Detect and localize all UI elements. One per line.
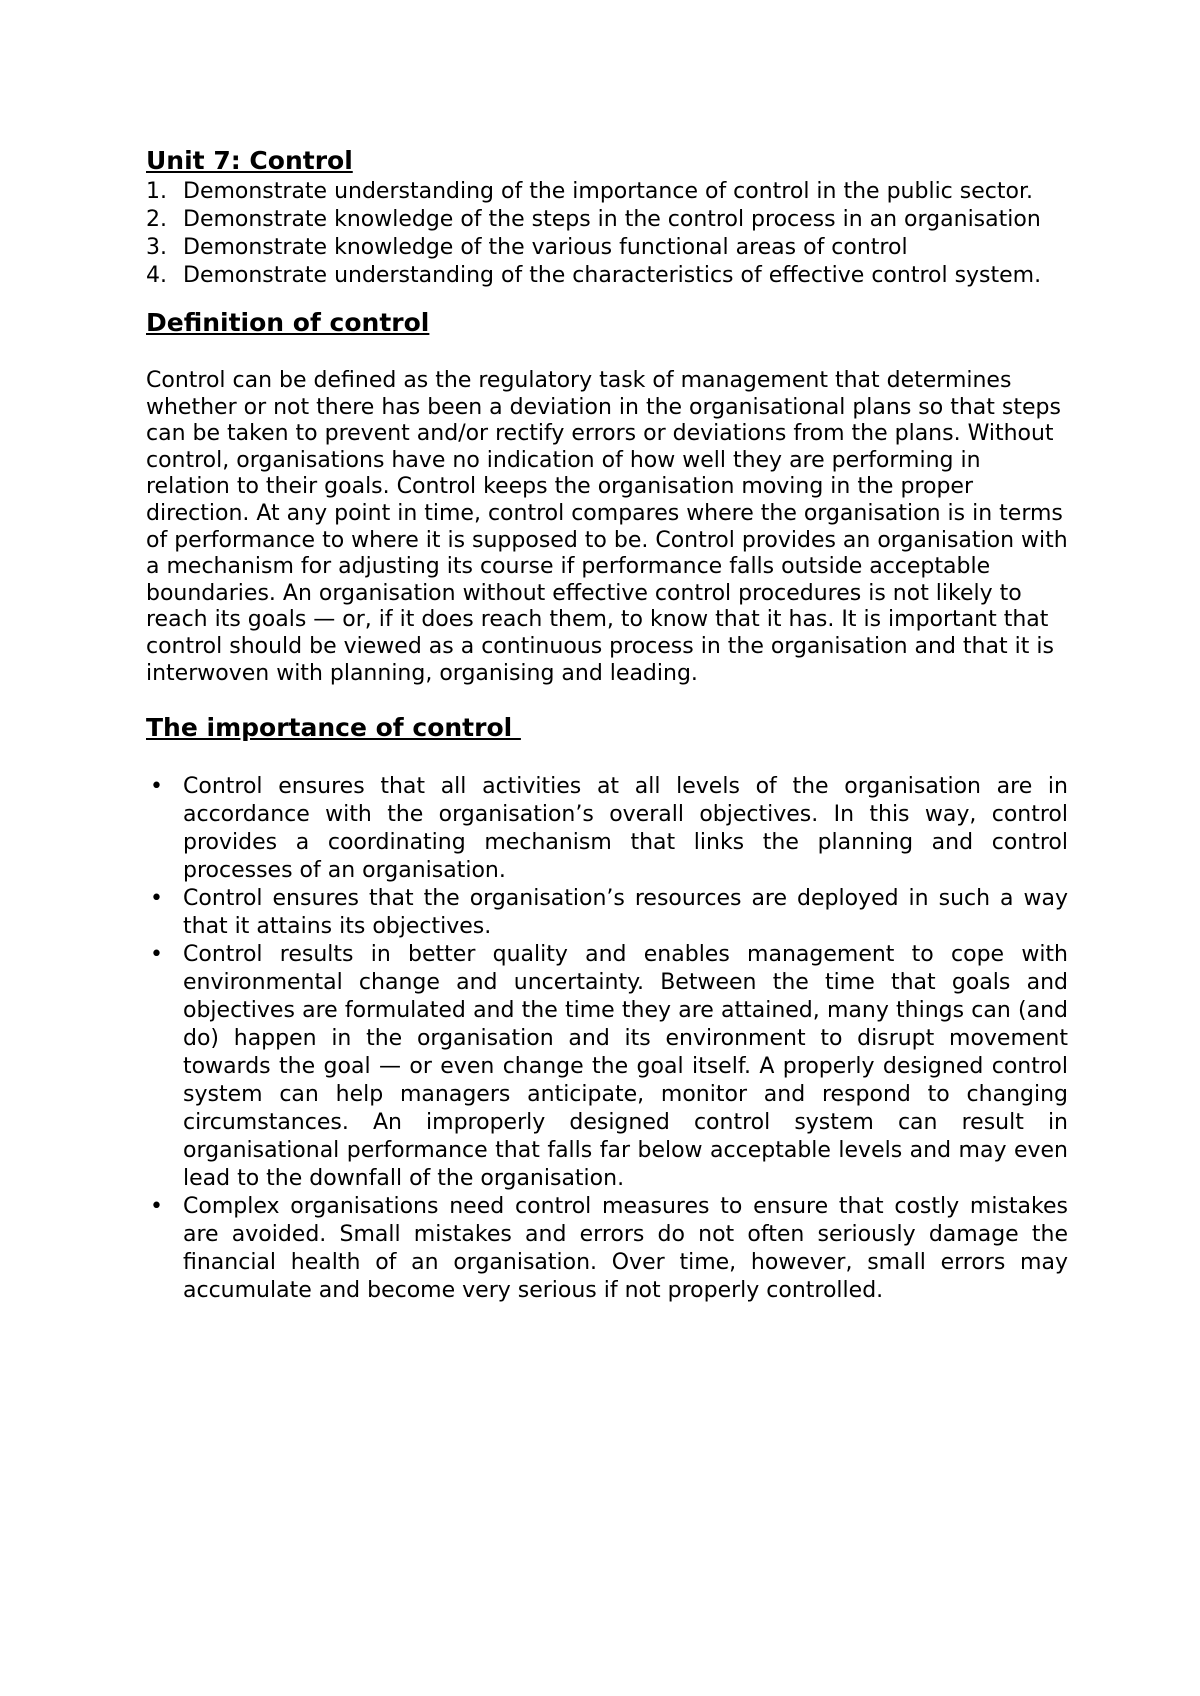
list-item	[146, 234, 1068, 262]
list-number: 4.	[146, 263, 167, 288]
definition-heading: Definition of control	[146, 308, 430, 337]
list-number: 2.	[146, 207, 167, 232]
bullet-icon: •	[150, 774, 163, 800]
list-number: 3.	[146, 235, 167, 260]
list-text: Demonstrate understanding of the characteristics of effective control system.	[183, 263, 1042, 288]
list-item	[146, 773, 1068, 885]
list-text: Control ensures that the organisation’s resources are deployed in such a way that it attains its objectives.	[183, 886, 1068, 940]
list-text: Control ensures that all activities at all levels of the organisation are in accordance with the organisation’s overall objectives. In this way, control provides a coordinating mechanism that links the planning and control processes of an organisation.	[183, 774, 1068, 884]
list-item	[146, 885, 1068, 941]
list-item	[146, 206, 1068, 234]
list-text: Complex organisations need control measures to ensure that costly mistakes are avoided. Small mistakes and errors do not often seriously damage the financial health of an organisation. Over time, however, small errors may accumulate and become very serious if not properly controlled.	[183, 1194, 1068, 1304]
bullet-icon: •	[150, 942, 163, 968]
list-text: Demonstrate knowledge of the various functional areas of control	[183, 235, 908, 260]
definition-paragraph: Control can be defined as the regulatory task of management that determines whether or not there has been a deviation in the organisational plans so that steps can be taken to prevent and/or rectify errors or deviations from the plans. Without control, organisations have no indication of how well they are performing in relation to their goals. Control keeps the organisation moving in the proper direction. At any point in time, control compares where the organisation is in terms of performance to where it is supposed to be. Control provides an organisation with a mechanism for adjusting its course if performance falls outside acceptable boundaries. An organisation without effective control procedures is not likely to reach its goals — or, if it does reach them, to know that it has. It is important that control should be viewed as a continuous process in the organisation and that it is interwoven with planning, organising and leading.	[146, 368, 1068, 686]
list-item	[146, 941, 1068, 1193]
document-page	[146, 146, 1068, 1305]
list-text: Control results in better quality and enables management to cope with environmental change and uncertainty. Between the time that goals and objectives are formulated and the time they are attained, many things can (and do) happen in the organisation and its environment to disrupt movement towards the goal — or even change the goal itself. A properly designed control system can help managers anticipate, monitor and respond to changing circumstances. An improperly designed control system can result in organisational performance that falls far below acceptable levels and may even lead to the downfall of the organisation.	[183, 942, 1068, 1192]
list-item	[146, 262, 1068, 290]
importance-list	[146, 773, 1068, 1305]
bullet-icon: •	[150, 886, 163, 912]
list-text: Demonstrate knowledge of the steps in the control process in an organisation	[183, 207, 1041, 232]
bullet-icon: •	[150, 1194, 163, 1220]
importance-heading: The importance of control	[146, 713, 521, 743]
objectives-list	[146, 178, 1068, 290]
list-number: 1.	[146, 179, 167, 204]
list-item	[146, 178, 1068, 206]
list-text: Demonstrate understanding of the importance of control in the public sector.	[183, 179, 1033, 204]
unit-title: Unit 7: Control	[146, 146, 353, 175]
list-item	[146, 1193, 1068, 1305]
